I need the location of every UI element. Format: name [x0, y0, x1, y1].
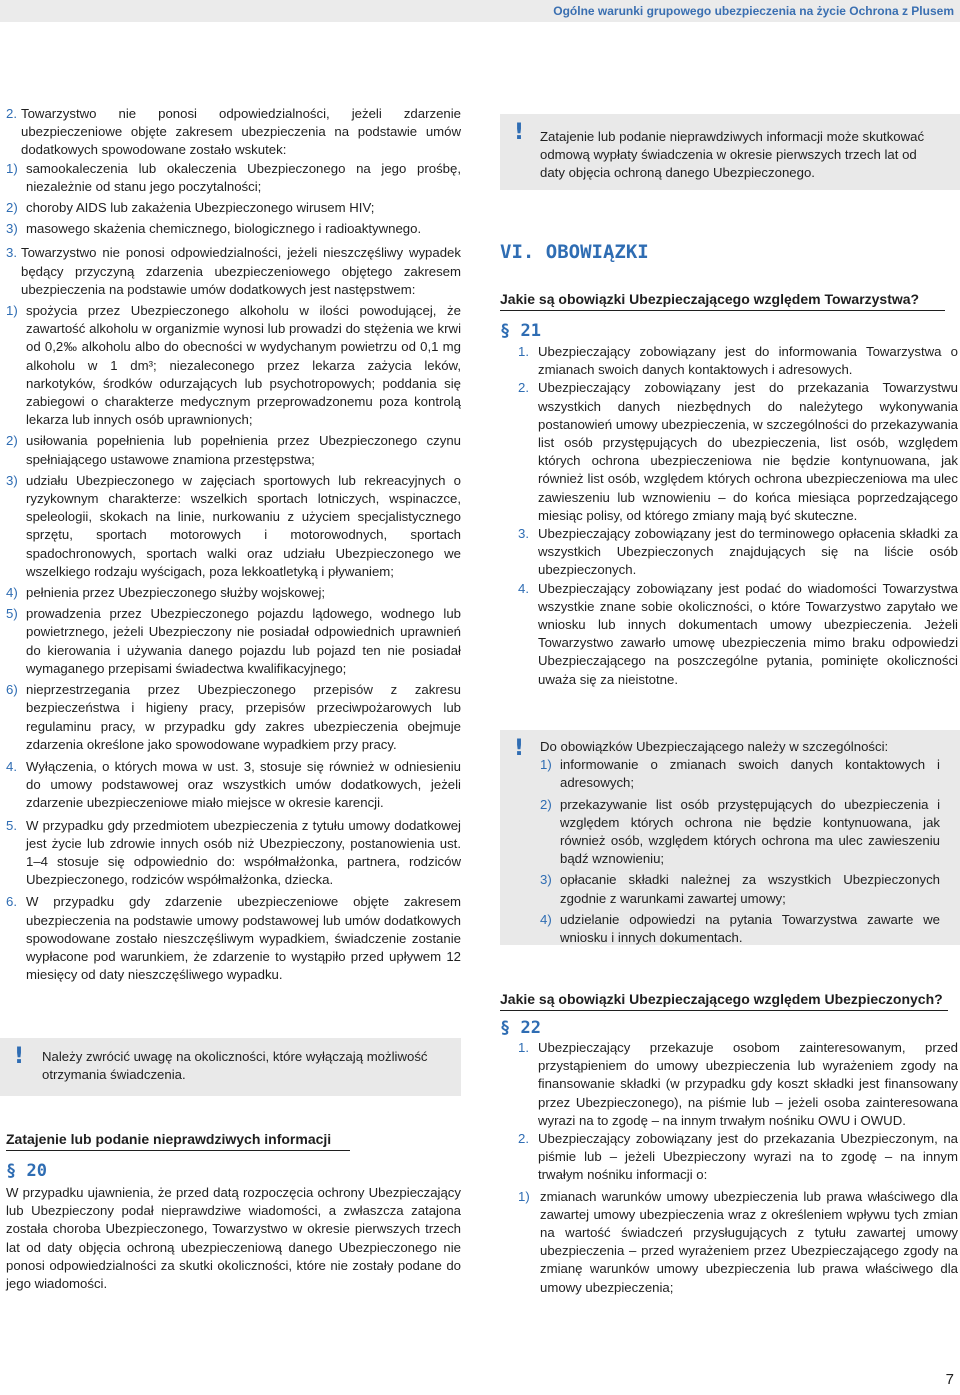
- list-item-number: 2): [6, 200, 18, 216]
- note-content: [540, 738, 940, 947]
- paragraph-number: 4.: [6, 758, 17, 774]
- list-item-number: 3): [6, 221, 18, 237]
- paragraph-22-list: [518, 1039, 958, 1297]
- question-heading-1: Jakie są obowiązki Ubezpieczającego względem Towarzystwa?: [500, 290, 945, 311]
- note-intro: Do obowiązków Ubezpieczającego należy w szczególności:: [540, 739, 889, 754]
- list-item-number: 6): [6, 682, 18, 698]
- list-item-text: udziału Ubezpieczonego w zajęciach sportowych lub rekreacyjnych o ryzykownym charakterze: wszelkich sportach lotniczych, wspinaczce, speleologii, skokach na linie, nurkowaniu z użyciem specjalistycznego sprzętu, sportach motorowych i motorowodnych, sportach spadochronowych, sportach walki oraz udziału Ubezpieczonego we wszelkiego rodzaju wyścigach, poza lekkoatletyką i pływaniem;: [26, 472, 461, 579]
- question-heading-2: Jakie są obowiązki Ubezpieczającego względem Ubezpieczonych?: [500, 990, 948, 1011]
- list-item: [540, 871, 940, 907]
- list-item: [6, 472, 461, 581]
- list-item-number: 1): [6, 160, 18, 176]
- list-item-number: 1.: [518, 344, 529, 359]
- list-item: [6, 220, 461, 238]
- list-item: [518, 525, 958, 580]
- note-text: Zatajenie lub podanie nieprawdziwych informacji może skutkować odmową wypłaty świadczenia w okresie pierwszych trzech lat od daty objęcia ochroną danego Ubezpieczonego.: [540, 129, 925, 181]
- note-box-obligations: [500, 730, 960, 945]
- note-box-exclusions: [0, 1038, 461, 1096]
- paragraph-text: W przypadku gdy zdarzenie ubezpieczeniowe objęte zakresem ubezpieczenia na podstawie umowy podstawowej lub umów dodatkowych spowodowane zostało nieszczęśliwym wypadkiem, świadczenie zostanie wypłacone pod warunkiem, że zdarzenie to wystąpiło przed upływem 12 miesięcy od daty nieszczęśliwego wypadku.: [26, 894, 461, 983]
- list-item-text: udzielanie odpowiedzi na pytania Towarzystwa zawarte we wniosku i innych dokumentach.: [560, 911, 940, 946]
- list-item-text: masowego skażenia chemicznego, biologicznego i radioaktywnego.: [26, 221, 422, 237]
- list-item-number: 4): [540, 911, 552, 927]
- list-item: [6, 605, 461, 678]
- list-item-number: 3.: [518, 526, 529, 542]
- list-item-number: 1.: [518, 1040, 529, 1055]
- list-item: [6, 432, 461, 468]
- paragraph-number: 2.: [6, 106, 17, 121]
- list-item-number: 1): [6, 303, 18, 319]
- list-item: [518, 1039, 958, 1130]
- list-item: [6, 302, 461, 429]
- exclamation-icon: !: [514, 120, 525, 145]
- list-item-number: 1): [518, 1188, 530, 1204]
- paragraph-number: 5.: [6, 817, 17, 833]
- list-item-number: 2): [540, 796, 552, 812]
- list-item-text: prowadzenia przez Ubezpieczonego pojazdu lądowego, wodnego lub powietrznego, jeżeli Ubezpieczony nie posiadał odpowiednich uprawnień do kierowania i używania danego pojazdu lub pojazd ten nie posiadał wymaganego przepisami świadectwa kwalifikacyjnego;: [26, 606, 461, 676]
- list-item: [518, 379, 958, 525]
- list-item-text: Ubezpieczający przekazuje osobom zainteresowanym, przed przystąpieniem do umowy ubezpieczenia lub wyrażeniem zgody na finansowanie składki (w przypadku gdy koszt składki jest finansowany przez Ubezpieczonego), na piśmie lub – jeżeli osoba zainteresowana wyrazi na to zgodę – na innym trwałym nośniku OWU i OWUD.: [538, 1040, 958, 1128]
- list-item-text: choroby AIDS lub zakażenia Ubezpieczonego wirusem HIV;: [26, 200, 375, 216]
- list-item-number: 1): [540, 757, 552, 773]
- paragraph-3: [6, 244, 461, 299]
- list-item-number: 2.: [518, 1131, 529, 1147]
- paragraph-21-list: [518, 343, 958, 689]
- list-item-text: zmianach warunków umowy ubezpieczenia lub prawa właściwego dla zawartej umowy ubezpieczenia wraz z określeniem wpływu tych zmian na wartość świadczeń przysługujących z tytułu zawartej umowy ubezpieczenia – przed wyrażeniem przez Ubezpieczającego zgody na zmianę warunków umowy ubezpieczenia lub prawa właściwego dla umowy ubezpieczenia;: [540, 1188, 958, 1295]
- list-item-text: przekazywanie list osób przystępujących do ubezpieczenia i względem których ochrona nie będzie kontynuowana, jak również osób, względem których ochrona ma ulec zawieszeniu bądź wznowieniu;: [560, 796, 940, 867]
- list-item-number: 3): [540, 872, 552, 888]
- paragraph-text: Towarzystwo nie ponosi odpowiedzialności, jeżeli zdarzenie ubezpieczeniowe objęte zakresem ubezpieczenia na podstawie umów dodatkowych spowodowane zostało wskutek:: [21, 106, 461, 158]
- page-number: 7: [945, 1370, 954, 1388]
- list-item-number: 3): [6, 472, 18, 488]
- paragraph-number: 3.: [6, 245, 17, 261]
- list-item-number: 2): [6, 433, 18, 449]
- section-heading-obligations: VI. OBOWIĄZKI: [500, 241, 649, 263]
- list-item-text: opłacanie składki należnej za wszystkich Ubezpieczonych zgodnie z warunkami zawartej umowy;: [560, 872, 940, 906]
- list-item: [6, 681, 461, 754]
- list-item-text: Ubezpieczający zobowiązany jest do terminowego opłacenia składki za wszystkich Ubezpieczonych znajdujących się na liście osób ubezpieczonych.: [538, 526, 958, 578]
- document-title: Ogólne warunki grupowego ubezpieczenia na życie Ochrona z Plusem: [553, 4, 954, 18]
- paragraph-sign-20: § 20: [6, 1161, 47, 1181]
- list-item-text: samookaleczenia lub okaleczenia Ubezpieczonego na jego prośbę, niezależnie od stanu jego poczytalności;: [26, 160, 461, 194]
- paragraph-sign-22: § 22: [500, 1018, 541, 1038]
- list-item-number: 2.: [518, 380, 529, 396]
- list-item: [518, 1130, 958, 1185]
- list-item: [493, 1188, 958, 1297]
- list-item-number: 5): [6, 606, 18, 622]
- list-item-text: nieprzestrzegania przez Ubezpieczonego przepisów z zakresu bezpieczeństwa i higieny pracy, przepisów przeciwpożarowych lub regulaminu pracy, w przypadku gdy zakres ubezpieczenia obejmuje zdarzenia określone jako spowodowane wypadkiem przy pracy.: [26, 682, 461, 752]
- paragraph-text: W przypadku gdy przedmiotem ubezpieczenia z tytułu umowy dodatkowej jest życie lub zdrowie innych osób niż Ubezpieczony, postanowienia ust. 1–4 stosuje się odpowiednio do: współmałżonka, partnera, rodziców Ubezpieczonego, rodziców współmałżonka, dziecka.: [26, 817, 461, 888]
- list-item: [6, 199, 461, 217]
- paragraph-text: Towarzystwo nie ponosi odpowiedzialności, jeżeli nieszczęśliwy wypadek będący przyczyną zdarzenia ubezpieczeniowego objętego zakresem ubezpieczenia na podstawie umów dodatkowych jest następstwem:: [21, 245, 461, 297]
- list-item-text: Ubezpieczający zobowiązany jest podać do wiadomości Towarzystwa wszystkie znane sobie okoliczności, o które Towarzystwo zapytało we wniosku lub innych dokumentach umowy ubezpieczenia. Jeżeli Towarzystwo zawarło umowę ubezpieczenia mimo braku odpowiedzi Ubezpieczającego na poszczególne pytania, pominięte okoliczności uważa się za nieistotne.: [538, 580, 958, 687]
- list-item: [518, 580, 958, 689]
- left-column: [6, 105, 461, 984]
- list-item: [540, 756, 940, 792]
- list-item: [6, 160, 461, 196]
- paragraph-2-list: [6, 160, 461, 239]
- list-item: [518, 343, 958, 379]
- note-text: Należy zwrócić uwagę na okoliczności, które wyłączają możliwość otrzymania świadczenia.: [42, 1049, 428, 1083]
- paragraph-number: 6.: [6, 894, 17, 910]
- list-item-number: 4): [6, 585, 18, 601]
- paragraph-5: [6, 817, 461, 890]
- list-item-number: 4.: [518, 580, 529, 596]
- paragraph-4: [6, 758, 461, 813]
- note-box-concealment: [500, 114, 960, 190]
- exclamation-icon: !: [14, 1044, 25, 1069]
- paragraph-6: [6, 893, 461, 984]
- paragraph-2: [6, 105, 461, 160]
- list-item-text: Ubezpieczający zobowiązany jest do przekazania Ubezpieczonym, na piśmie lub – jeżeli Ubezpieczony wyrazi na to zgodę – na innym trwałym nośniku informacji o:: [538, 1131, 958, 1183]
- list-item: [540, 911, 940, 947]
- paragraph-3-list: [6, 302, 461, 754]
- paragraph-text: Wyłączenia, o których mowa w ust. 3, stosuje się również w odniesieniu do umowy podstawowej oraz wszystkich umów dodatkowych, jeżeli zdarzenie ubezpieczeniowe miało miejsce w okresie karencji.: [26, 758, 461, 811]
- list-item-text: Ubezpieczający zobowiązany jest do przekazania Towarzystwu wszystkich danych niezbędnych do należytego wykonywania postanowień umowy ubezpieczenia, w szczególności do przekazywania list osób przystępujących do ubezpieczenia, list osób, względem których ochrona ubezpieczeniowa nie będzie kontynuowana, jak również list osób, względem których ochrona ubezpieczeniowa ma ulec zawieszeniu lub wznowieniu – do końca miesiąca poprzedzającego miesiąc polisy, od którego zmiany mają być skuteczne.: [538, 380, 958, 523]
- list-item: [540, 796, 940, 869]
- list-item-text: informowanie o zmianach swoich danych kontaktowych i adresowych;: [560, 757, 940, 791]
- paragraph-20-text: W przypadku ujawnienia, że przed datą rozpoczęcia ochrony Ubezpieczający lub Ubezpieczony podał nieprawdziwe wiadomości, a zwłaszcza zatajona została choroba Ubezpieczonego, Towarzystwo w okresie pierwszych trzech lat od daty objęcia ochroną ubezpieczeniową danego Ubezpieczonego nie ponosi odpowiedzialności za skutki okoliczności, które nie zostały podane do jego wiadomości.: [6, 1185, 461, 1292]
- paragraph-sign-21: § 21: [500, 321, 541, 341]
- list-item-text: spożycia przez Ubezpieczonego alkoholu w ilości powodującej, że zawartość alkoholu w organizmie wynosi lub prowadzi do stężenia we krwi od 0,2‰ alkoholu albo do obecności w wydychanym powietrzu od 0,1 mg alkoholu w 1 dm³; niezaleconego przez lekarza zażycia leków, narkotyków, środków odurzających lub psychotropowych; poddania się zabiegowi o charakterze medycznym przeprowadzonemu poza kontrolą lekarza lub innych osób uprawnionych;: [26, 303, 461, 428]
- list-item-text: pełnienia przez Ubezpieczonego służby wojskowej;: [26, 585, 326, 601]
- section-title-concealment: Zatajenie lub podanie nieprawdziwych informacji: [6, 1130, 350, 1151]
- list-item: [6, 584, 461, 602]
- list-item-text: usiłowania popełnienia lub popełnienia przez Ubezpieczonego czynu spełniającego ustawowe znamiona przestępstwa;: [26, 433, 461, 467]
- exclamation-icon: !: [514, 736, 525, 761]
- list-item-text: Ubezpieczający zobowiązany jest do informowania Towarzystwa o zmianach swoich danych kontaktowych i adresowych.: [538, 344, 958, 378]
- page-header: [0, 0, 960, 22]
